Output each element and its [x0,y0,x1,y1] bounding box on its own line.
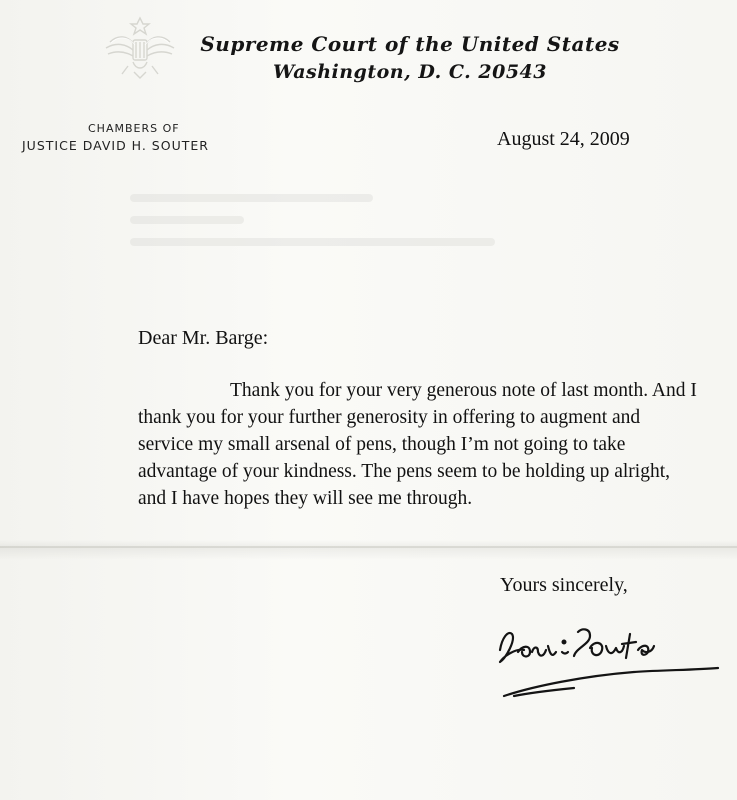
eagle-seal-icon [100,12,180,84]
chambers-label: CHAMBERS OF [88,122,180,135]
letterhead-court-name: Supreme Court of the United States [200,32,620,56]
letterhead-address: Washington, D. C. 20543 [273,61,547,83]
letter-body [138,377,698,512]
salutation: Dear Mr. Barge: [138,327,269,349]
letter-date: August 24, 2009 [497,128,630,150]
signature-image [494,612,724,702]
justice-name: JUSTICE DAVID H. SOUTER [22,138,209,153]
bleed-through-address [130,180,510,270]
closing: Yours sincerely, [500,574,628,596]
body-paragraph: Thank you for your very generous note of last month. And I thank you for your further generosity in offering to augment and service my small arsenal of pens, though I’m not going to take advantage of your kindness. The pens seem to be holding up alright, and I have hopes they will see me through. [138,380,697,509]
letterhead [200,30,620,86]
fold-line [0,546,737,548]
chambers-block [22,121,262,155]
